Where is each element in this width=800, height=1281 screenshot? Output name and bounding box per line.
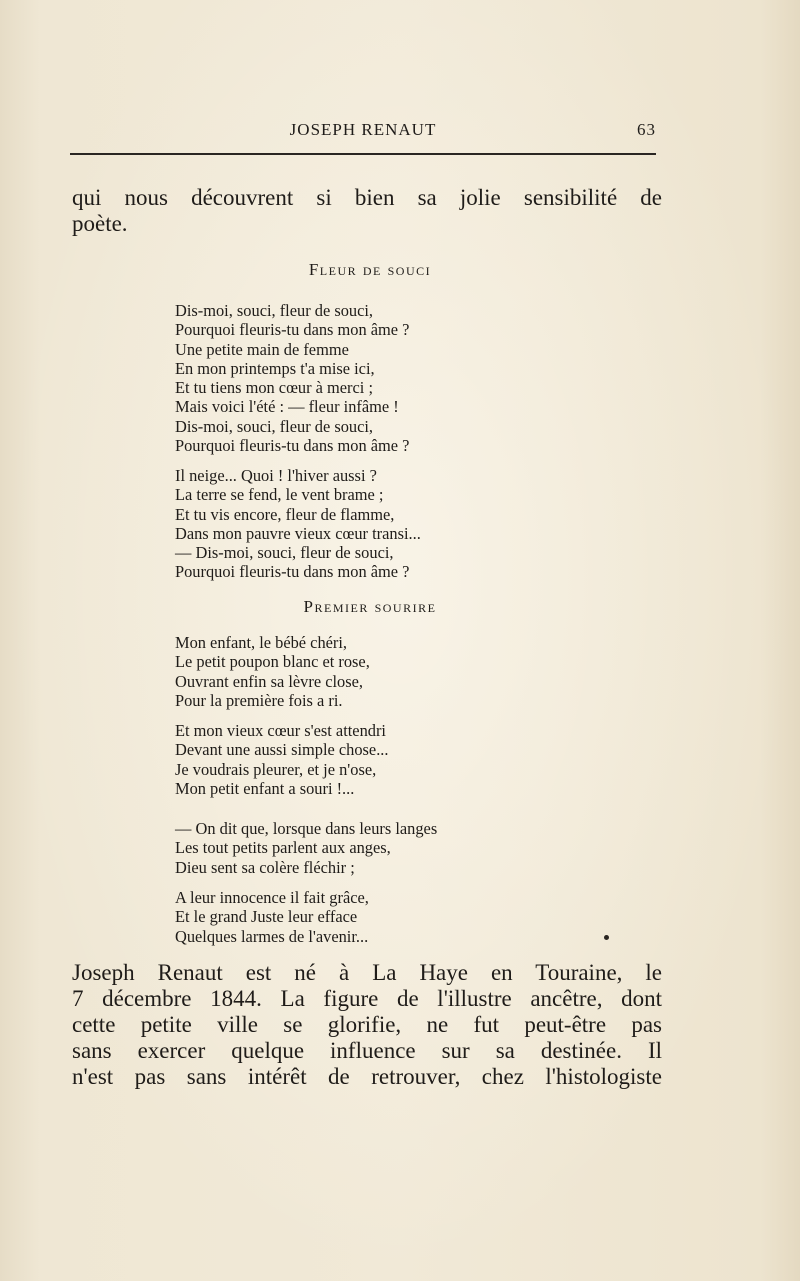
verse-line: Et tu tiens mon cœur à merci ;	[175, 378, 374, 398]
verse-line: Devant une aussi simple chose...	[175, 740, 389, 760]
poem-stanza	[175, 888, 369, 946]
poem-title: Fleur de souci	[308, 260, 432, 279]
poem-stanza	[175, 466, 421, 582]
intro-paragraph	[72, 185, 662, 237]
verse-line: Ouvrant enfin sa lèvre close,	[175, 671, 363, 691]
page-number: 63	[637, 120, 656, 139]
poem-stanza	[175, 819, 437, 877]
verse-line: Il neige... Quoi ! l'hiver aussi ?	[175, 466, 377, 485]
running-title: JOSEPH RENAUT	[289, 120, 437, 139]
verse-line: A leur innocence il fait grâce,	[175, 888, 369, 907]
verse-line: Le petit poupon blanc et rose,	[175, 652, 370, 672]
verse-line: — On dit que, lorsque dans leurs langes	[175, 819, 438, 838]
verse-line: Dieu sent sa colère fléchir ;	[175, 857, 355, 877]
biography-paragraph	[72, 960, 662, 1090]
text-line: poète.	[72, 211, 128, 236]
verse-line: Pourquoi fleuris-tu dans mon âme ?	[175, 562, 410, 582]
poem-title: Premier sourire	[303, 597, 437, 616]
verse-line: Mais voici l'été : — fleur infâme !	[175, 397, 399, 417]
text-line: n'est pas sans intérêt de retrouver, chez l'histologiste	[72, 1064, 662, 1089]
verse-line: Mon petit enfant a souri !...	[175, 778, 355, 798]
poem-stanza	[175, 633, 370, 710]
verse-line: Pour la première fois a ri.	[175, 690, 343, 710]
verse-line: Et tu vis encore, fleur de flamme,	[175, 504, 395, 524]
text-line: sans exercer quelque influence sur sa destinée. Il	[72, 1038, 662, 1063]
verse-line: Quelques larmes de l'avenir...	[175, 926, 369, 946]
verse-line: Je voudrais pleurer, et je n'ose,	[175, 759, 377, 779]
verse-line: Et mon vieux cœur s'est attendri	[175, 721, 386, 740]
verse-line: Une petite main de femme	[175, 339, 349, 359]
ink-spot	[604, 935, 609, 940]
verse-line: Pourquoi fleuris-tu dans mon âme ?	[175, 436, 410, 456]
verse-line: Pourquoi fleuris-tu dans mon âme ?	[175, 320, 410, 340]
verse-line: — Dis-moi, souci, fleur de souci,	[175, 543, 394, 563]
text-line: cette petite ville se glorifie, ne fut peut-être pas	[72, 1012, 662, 1037]
text-line: qui nous découvrent si bien sa jolie sensibilité de	[72, 185, 662, 210]
text-line: Joseph Renaut est né à La Haye en Touraine, le	[72, 960, 662, 985]
verse-line: Et le grand Juste leur efface	[175, 907, 358, 927]
verse-line: Les tout petits parlent aux anges,	[175, 838, 391, 858]
verse-line: Dis-moi, souci, fleur de souci,	[175, 301, 374, 320]
verse-line: La terre se fend, le vent brame ;	[175, 485, 384, 505]
verse-line: Dis-moi, souci, fleur de souci,	[175, 416, 374, 436]
verse-line: Mon enfant, le bébé chéri,	[175, 633, 348, 652]
verse-line: Dans mon pauvre vieux cœur transi...	[175, 523, 421, 543]
verse-line: En mon printemps t'a mise ici,	[175, 358, 375, 378]
text-line: 7 décembre 1844. La figure de l'illustre ancêtre, dont	[72, 986, 662, 1011]
poem-stanza	[175, 301, 409, 455]
poem-stanza	[175, 721, 389, 798]
header-rule	[70, 153, 656, 155]
running-header	[70, 120, 656, 144]
